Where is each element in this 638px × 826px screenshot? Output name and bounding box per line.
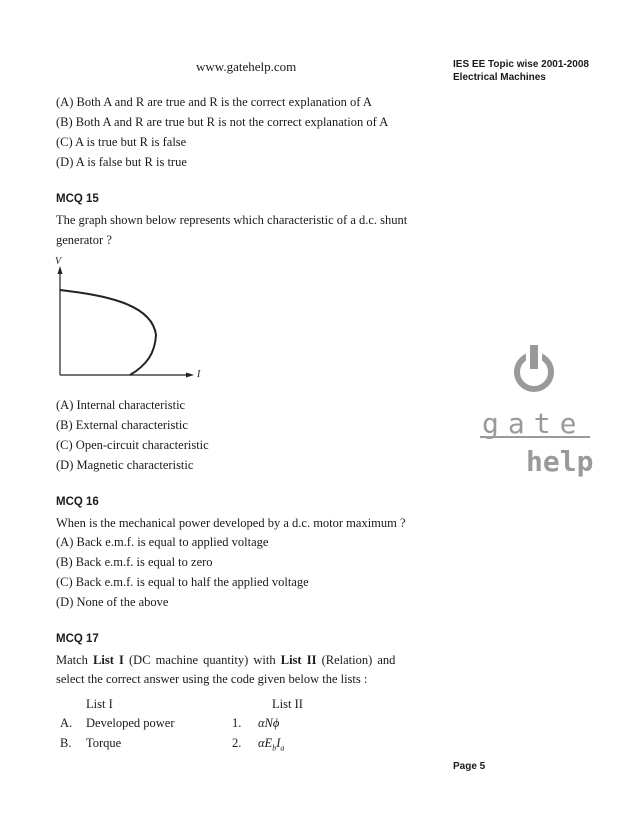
page-number: Page 5 bbox=[453, 761, 486, 772]
logo-word-gate: gate bbox=[482, 407, 586, 440]
mcq15-question-line2: generator ? bbox=[56, 233, 112, 247]
row-a-item: Developed power bbox=[86, 716, 175, 730]
document-title bbox=[453, 58, 589, 84]
site-url: www.gatehelp.com bbox=[196, 59, 297, 74]
row-b-letter: B. bbox=[60, 736, 72, 750]
mcq17-label: MCQ 17 bbox=[56, 633, 99, 645]
row-a-letter: A. bbox=[60, 716, 73, 730]
prev-option-a: (A) Both A and R are true and R is the correct explanation of A bbox=[56, 95, 372, 109]
mcq16-option-a: (A) Back e.m.f. is equal to applied voltage bbox=[56, 535, 269, 549]
characteristic-curve bbox=[60, 290, 156, 375]
title-line-1: IES EE Topic wise 2001-2008 bbox=[453, 59, 589, 70]
mcq15-option-c: (C) Open-circuit characteristic bbox=[56, 438, 209, 452]
prev-option-c: (C) A is true but R is false bbox=[56, 135, 187, 149]
gatehelp-logo bbox=[476, 345, 596, 480]
row-a-relation: αNϕ bbox=[258, 716, 280, 730]
title-line-2: Electrical Machines bbox=[453, 72, 546, 83]
row-b-relation: $\alpha E_bI_a$ bbox=[258, 736, 285, 753]
row-b-num: 2. bbox=[232, 736, 242, 750]
mcq16-option-c: (C) Back e.m.f. is equal to half the applied voltage bbox=[56, 575, 309, 589]
mcq15-option-b: (B) External characteristic bbox=[56, 418, 188, 432]
list1-header: List I bbox=[86, 697, 113, 711]
y-axis-arrow bbox=[58, 266, 63, 274]
list2-header: List II bbox=[272, 697, 303, 711]
mcq16-option-d: (D) None of the above bbox=[56, 595, 169, 609]
mcq15-option-a: (A) Internal characteristic bbox=[56, 398, 186, 412]
mcq15-label: MCQ 15 bbox=[56, 193, 99, 205]
mcq16-option-b: (B) Back e.m.f. is equal to zero bbox=[56, 555, 213, 569]
x-axis-arrow bbox=[186, 373, 194, 378]
mcq15-question-line1: The graph shown below represents which characteristic of a d.c. shunt bbox=[56, 213, 408, 227]
mcq16-question: When is the mechanical power developed by a d.c. motor maximum ? bbox=[56, 516, 406, 530]
logo-word-help: help bbox=[526, 445, 594, 478]
prev-option-d: (D) A is false but R is true bbox=[56, 155, 187, 169]
x-axis-label: I bbox=[197, 369, 201, 380]
prev-option-b: (B) Both A and R are true but R is not the correct explanation of A bbox=[56, 115, 389, 129]
mcq17-question-line1: Match List I (DC machine quantity) with List II (Relation) and bbox=[56, 653, 396, 667]
mcq15-option-d: (D) Magnetic characteristic bbox=[56, 458, 194, 472]
characteristic-graph bbox=[52, 255, 212, 380]
mcq16-label: MCQ 16 bbox=[56, 496, 99, 508]
mcq17-question-line2: select the correct answer using the code given below the lists : bbox=[56, 672, 368, 686]
power-icon-bar bbox=[530, 345, 538, 369]
row-b-item: Torque bbox=[86, 736, 122, 750]
y-axis-label: V bbox=[55, 256, 62, 267]
row-a-num: 1. bbox=[232, 716, 242, 730]
